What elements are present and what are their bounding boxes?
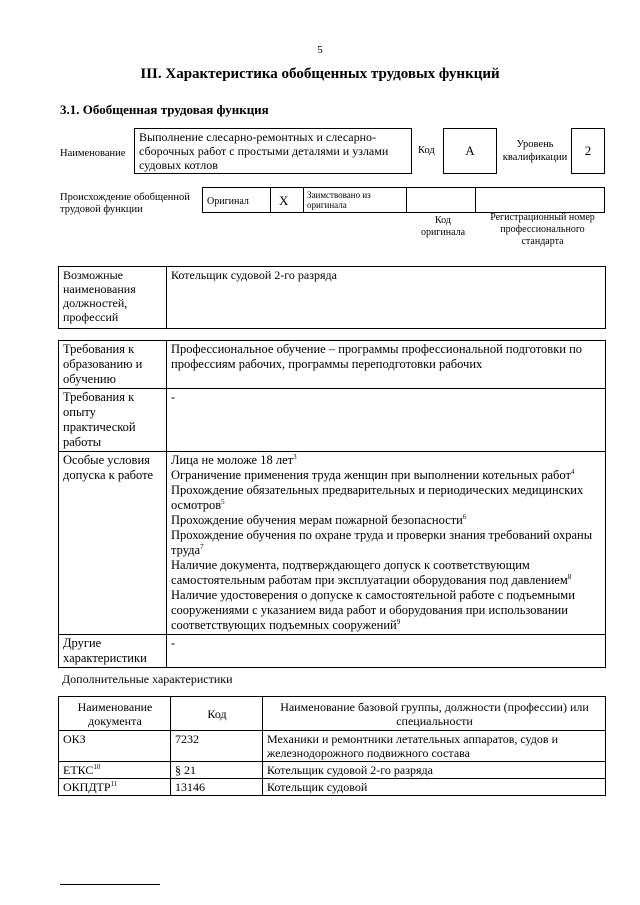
table-row (59, 779, 606, 796)
education-value: Профессиональное обучение – программы профессиональной подготовки по профессиям рабочих, программы переподготовки рабочих (167, 341, 606, 389)
row-doc: ЕТКС$^{10}$ (59, 762, 171, 779)
special-item: Лица не моложе 18 лет$^3$ (171, 452, 297, 467)
requirements-table (58, 340, 606, 668)
additional-table (58, 696, 606, 796)
positions-table (58, 266, 606, 329)
row-name: Котельщик судовой 2-го разряда (263, 762, 606, 779)
header-name: Наименование базовой группы, должности (профессии) или специальности (263, 697, 606, 731)
positions-value: Котельщик судовой 2-го разряда (167, 267, 606, 329)
origin-divider-4 (475, 187, 476, 213)
page-number: 5 (317, 44, 323, 56)
row-name: Котельщик судовой (263, 779, 606, 796)
special-item: Наличие документа, подтверждающего допуск к соответствующим самостоятельным работам при эксплуатации оборудования под давлением$^8$ (171, 558, 572, 587)
special-item: Прохождение обязательных предварительных и периодических медицинских осмотров$^5$ (171, 483, 584, 512)
experience-label: Требования к опыту практической работы (59, 389, 167, 452)
row-name: Механики и ремонтники летательных аппаратов, судов и железнодорожного подвижного состава (263, 731, 606, 762)
origin-label: Происхождение обобщенной трудовой функции (60, 192, 190, 215)
special-item: Ограничение применения труда женщин при выполнении котельных работ$^4$ (171, 467, 575, 482)
origin-divider-3 (406, 187, 407, 213)
function-name-box (134, 128, 412, 174)
level-box (571, 128, 605, 174)
other-value: - (167, 635, 606, 668)
origin-box (202, 187, 605, 213)
header-document: Наименование документа (59, 697, 171, 731)
original-mark: Х (279, 193, 289, 208)
reg-number-label: Регистрационный номер профессионального стандарта (490, 212, 595, 247)
special-item: Прохождение обучения мерам пожарной безопасности$^6$ (171, 512, 467, 527)
section-title: III. Характеристика обобщенных трудовых функций (140, 66, 500, 82)
header-code: Код (171, 697, 263, 731)
row-doc: ОКЗ (59, 731, 171, 762)
table-row (59, 762, 606, 779)
footnote-divider (60, 884, 160, 885)
special-conditions-label: Особые условия допуска к работе (59, 452, 167, 635)
other-label: Другие характеристики (59, 635, 167, 668)
special-item: Прохождение обучения по охране труда и проверки знания требований охраны труда$^7$ (171, 528, 593, 557)
row-code: 13146 (171, 779, 263, 796)
special-item: Наличие удостоверения о допуске к самостоятельной работе с подъемными сооружениями с указанием вида работ и оборудования при использовании соответствующих подъемных сооружений$^9$ (171, 588, 575, 632)
education-label: Требования к образованию и обучению (59, 341, 167, 389)
origin-divider-2 (303, 187, 304, 213)
row-doc: ОКПДТР$^{11}$ (59, 779, 171, 796)
subsection-title: 3.1. Обобщенная трудовая функция (60, 102, 269, 117)
level-value: 2 (584, 143, 592, 158)
positions-label: Возможные наименования должностей, профессий (59, 267, 167, 329)
experience-value: - (167, 389, 606, 452)
name-label: Наименование (60, 148, 126, 159)
borrowed-label: Заимствовано из оригинала (307, 190, 371, 210)
row-code: 7232 (171, 731, 263, 762)
additional-title: Дополнительные характеристики (62, 672, 233, 686)
code-value: А (465, 143, 475, 158)
function-name-value: Выполнение слесарно-ремонтных и слесарно-сборочных работ с простыми деталями и узлами судовых котлов (139, 130, 389, 172)
code-box (443, 128, 497, 174)
table-row (59, 731, 606, 762)
code-original-label: Код оригинала (420, 215, 466, 238)
row-code: § 21 (171, 762, 263, 779)
code-label: Код (418, 145, 435, 156)
level-label: Уровень квалификации (502, 139, 568, 163)
special-conditions-list (167, 452, 606, 635)
original-label: Оригинал (207, 196, 249, 207)
origin-divider-1 (270, 187, 271, 213)
